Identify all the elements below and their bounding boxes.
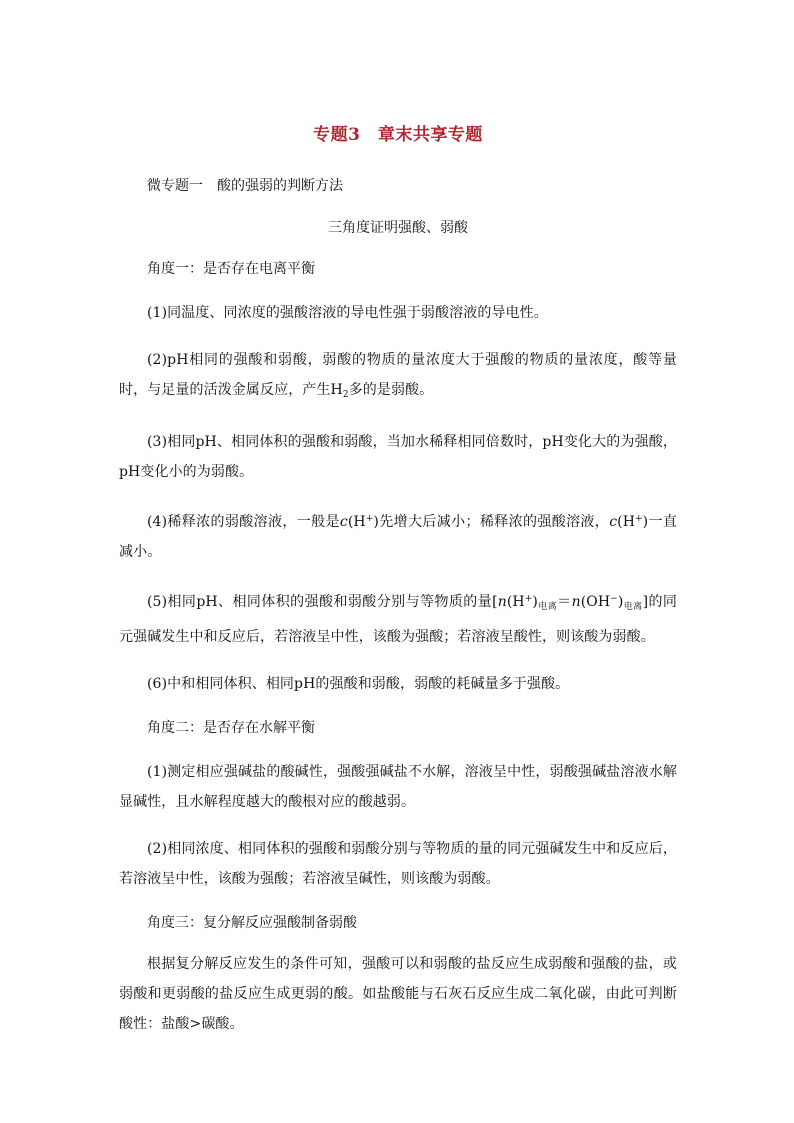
superscript: +: [365, 514, 374, 524]
angle1-paragraph-2: [119, 345, 677, 410]
angle1-heading: 角度一：是否存在电离平衡: [147, 261, 315, 277]
subscript: 电离: [537, 602, 558, 612]
text-run: (2)pH相同的强酸和弱酸，弱酸的物质的量浓度大于强酸的物质的量浓度，酸等量时，与足量的活泼金属反应，产生H: [119, 352, 677, 398]
angle2-heading: 角度二：是否存在水解平衡: [147, 720, 315, 736]
text-run: ): [617, 594, 624, 610]
text-run: ＝: [557, 594, 572, 610]
amount-symbol: n: [497, 594, 507, 610]
text-run: ): [532, 594, 538, 610]
page-title: 专题3 章末共享专题: [313, 125, 483, 145]
superscript: +: [524, 594, 533, 604]
angle2-paragraph-2: (2)相同浓度、相同体积的强酸和弱酸分别与等物质的量的同元强碱发生中和反应后，若溶液呈中性，该酸为强酸；若溶液呈碱性，则该酸为弱酸。: [119, 841, 677, 887]
document-content: [119, 118, 677, 1039]
angle2-paragraph-1: (1)测定相应强碱盐的酸碱性，强酸强碱盐不水解，溶液呈中性，弱酸强碱盐溶液水解显碱性，且水解程度越大的酸根对应的酸越弱。: [119, 764, 677, 810]
concentration-symbol: c: [339, 514, 348, 530]
amount-symbol: n: [571, 594, 581, 610]
angle1-paragraph-6: (6)中和相同体积、相同pH的强酸和弱酸，弱酸的耗碱量多于强酸。: [147, 676, 570, 692]
text-run: (5)相同pH、相同体积的强酸和弱酸分别与等物质的量[: [147, 594, 498, 610]
angle1-paragraph-4: [119, 504, 677, 567]
superscript: +: [635, 514, 643, 524]
subscript: 电离: [623, 602, 643, 612]
text-run: )先增大后减小；稀释浓的强酸溶液，: [373, 514, 610, 530]
angle1-paragraph-5: [119, 584, 677, 652]
text-run: ]的同元强碱发生中和反应后，若溶液呈中性，该酸为强酸；若溶液呈酸性，则该酸为弱酸。: [119, 594, 677, 645]
angle1-paragraph-3: (3)相同pH、相同体积的强酸和弱酸，当加水稀释相同倍数时，pH变化大的为强酸，pH变化小的为弱酸。: [119, 434, 677, 480]
micro-topic-heading: 微专题一 酸的强弱的判断方法: [147, 178, 343, 194]
text-run: (H: [347, 514, 366, 530]
angle3-heading: 角度三：复分解反应强酸制备弱酸: [147, 915, 357, 931]
angle1-paragraph-1: (1)同温度、同浓度的强酸溶液的导电性强于弱酸溶液的导电性。: [147, 305, 548, 321]
superscript: −: [610, 594, 618, 604]
angle3-paragraph-1: 根据复分解反应发生的条件可知，强酸可以和弱酸的盐反应生成弱酸和强酸的盐，或弱酸和更弱酸的盐反应生成更弱的酸。如盐酸能与石灰石反应生成二氧化碳，由此可判断酸性：盐酸>碳酸。: [119, 956, 677, 1032]
subscript: 2: [342, 390, 349, 400]
text-run: (OH: [580, 594, 611, 610]
concentration-symbol: c: [609, 514, 618, 530]
section-subtitle: 三角度证明强酸、弱酸: [328, 220, 468, 236]
text-run: )一直减小。: [119, 514, 677, 560]
text-run: (H: [617, 514, 636, 530]
text-run: 多的是弱酸。: [348, 382, 434, 398]
text-run: (H: [506, 594, 525, 610]
text-run: (4)稀释浓的弱酸溶液，一般是: [147, 514, 340, 530]
